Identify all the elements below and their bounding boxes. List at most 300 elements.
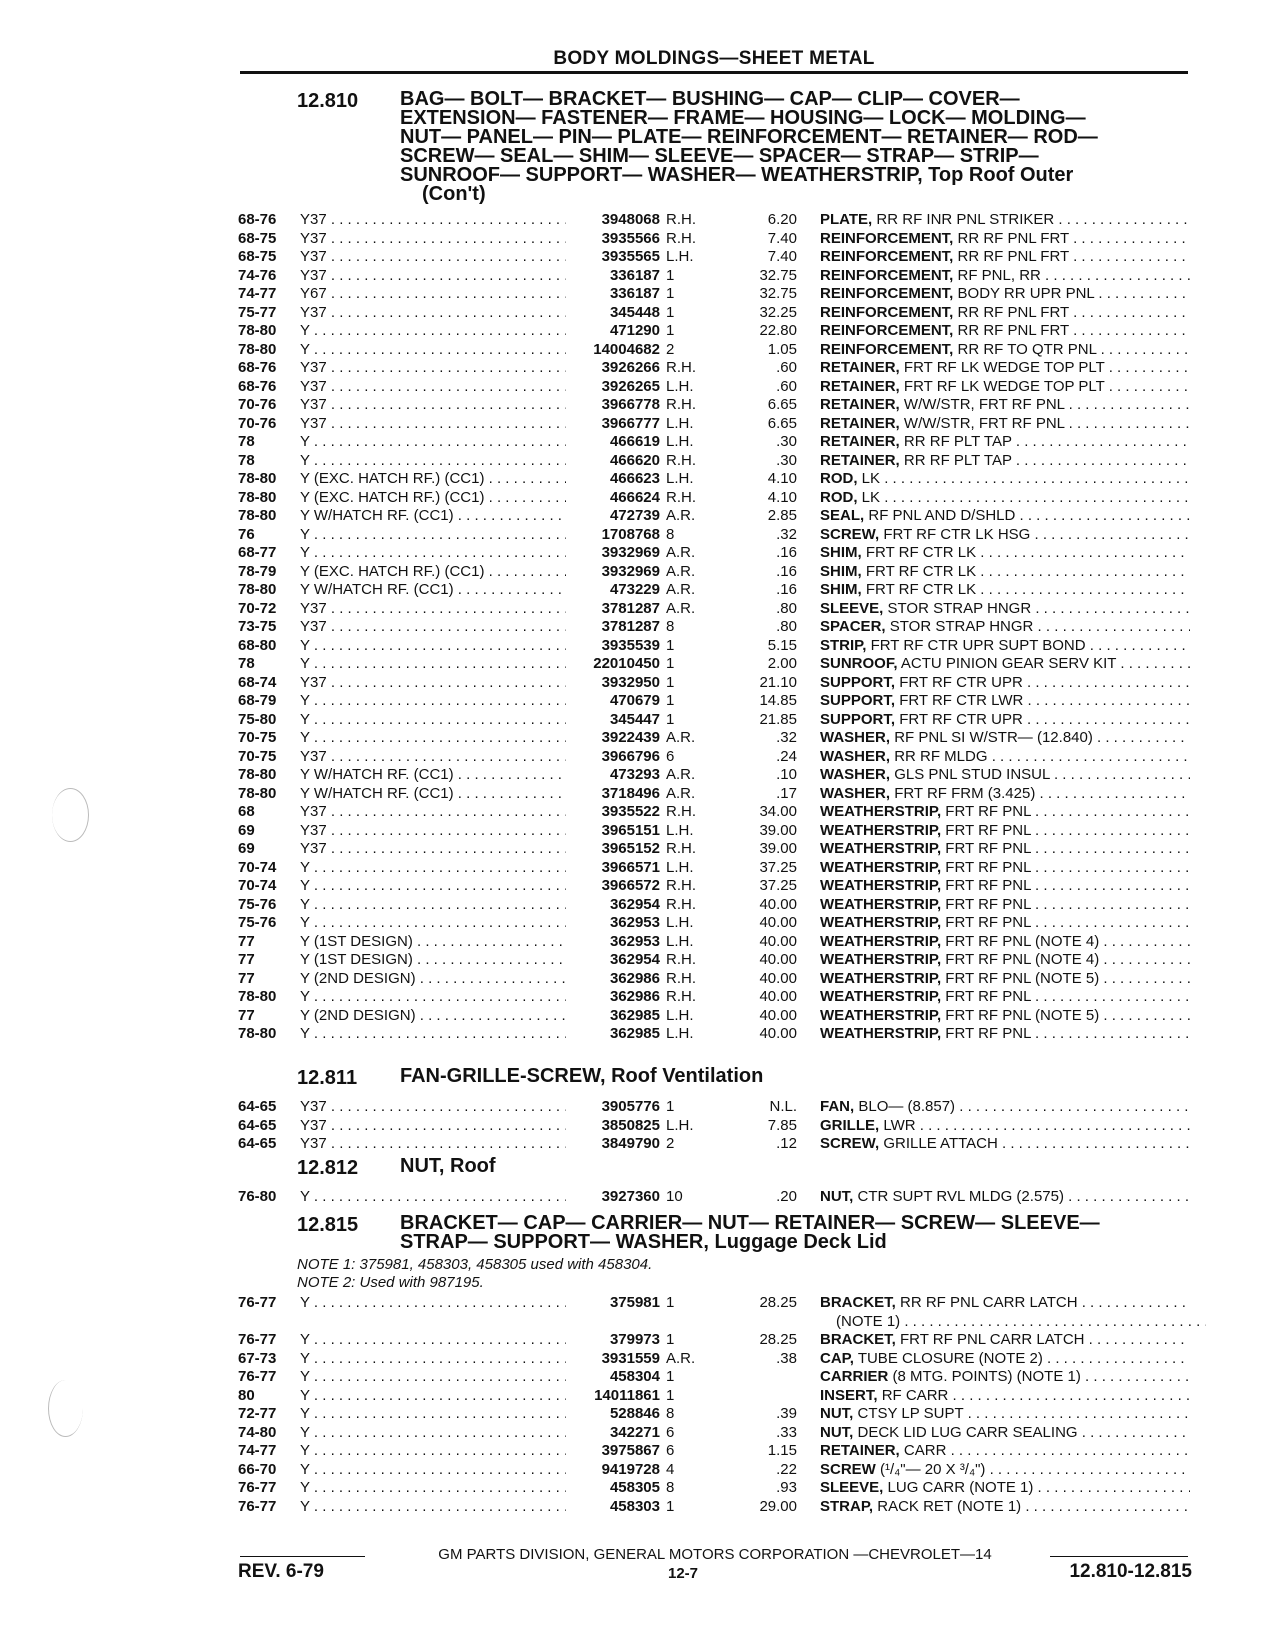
part-description: STOR STRAP HNGR — [889, 618, 1034, 635]
part-number-cell: 473229 — [609, 581, 660, 598]
part-description: FRT RF PNL (NOTE 4) — [945, 932, 1100, 950]
table-row — [0, 1025, 1280, 1044]
part-number-cell: 472739 — [609, 507, 660, 524]
model-cell: Y . . . — [300, 322, 566, 340]
part-description: STOR STRAP HNGR — [887, 599, 1032, 617]
section-title-12-811 — [400, 1067, 1190, 1086]
section-number-12-811: 12.811 — [297, 1067, 358, 1089]
model-cell: Y37 . . . — [300, 840, 566, 858]
description-cell — [820, 970, 1190, 988]
price-cell: 40.00 — [759, 969, 797, 987]
quantity-cell: 1 — [666, 322, 675, 339]
description-cell — [820, 507, 1190, 525]
description-cell — [820, 914, 1190, 932]
part-number-cell: 362954 — [609, 951, 660, 968]
table-row — [0, 933, 1280, 952]
table-row — [0, 396, 1280, 415]
year-cell: 73-75 — [238, 618, 277, 635]
part-number-cell: 9419728 — [601, 1460, 660, 1478]
model-cell: Y . . . — [300, 988, 566, 1006]
part-number-cell: 3948068 — [601, 211, 660, 228]
model-cell: Y . . . — [300, 1387, 566, 1405]
model-cell: Y . . . — [300, 711, 566, 729]
year-cell: 69 — [238, 821, 255, 839]
table-row — [0, 322, 1280, 341]
part-number-cell: 22010450 — [593, 655, 660, 672]
price-cell: .12 — [776, 1135, 797, 1152]
description-cell — [820, 359, 1190, 377]
year-cell: 78 — [238, 451, 255, 469]
description-cell — [820, 581, 1190, 599]
part-name: REINFORCEMENT, — [820, 248, 954, 265]
parts-table-12-815 — [0, 1294, 1280, 1516]
part-number-cell: 362986 — [609, 988, 660, 1005]
quantity-cell: 1 — [666, 1497, 675, 1515]
table-row — [0, 877, 1280, 896]
part-name: RETAINER, — [820, 396, 900, 413]
part-name: WEATHERSTRIP, — [820, 858, 942, 876]
part-name: REINFORCEMENT, — [820, 340, 954, 358]
table-row — [0, 692, 1280, 711]
title-line: NUT, Roof — [400, 1155, 496, 1177]
part-description: FRT RF LK WEDGE TOP PLT — [903, 359, 1105, 376]
year-cell: 78-80 — [238, 1025, 277, 1042]
table-row — [0, 470, 1280, 489]
quantity-cell: 6 — [666, 1442, 675, 1459]
quantity-cell: L.H. — [666, 1025, 694, 1042]
section-title-12-812 — [400, 1157, 1190, 1176]
year-cell: 74-77 — [238, 285, 277, 302]
year-cell: 64-65 — [238, 1116, 277, 1134]
note-2: NOTE 2: Used with 987195. — [297, 1274, 484, 1291]
description-cell — [820, 859, 1190, 877]
table-row — [0, 1424, 1280, 1443]
part-name: WEATHERSTRIP, — [820, 951, 942, 968]
part-name: NUT, — [820, 1423, 854, 1441]
part-description: RR RF PNL FRT — [957, 248, 1069, 265]
quantity-cell: L.H. — [666, 858, 694, 876]
year-cell: 68-74 — [238, 673, 277, 691]
part-description: RR RF PNL CARR LATCH — [900, 1294, 1078, 1311]
table-row — [0, 267, 1280, 286]
description-cell — [820, 415, 1190, 433]
model-cell: Y . . . — [300, 1350, 566, 1368]
part-name: WEATHERSTRIP, — [820, 895, 942, 913]
note-1: NOTE 1: 375981, 458303, 458305 used with 458304. — [297, 1256, 653, 1273]
part-number-cell: 3926265 — [601, 377, 660, 395]
model-cell: Y . . . — [300, 341, 566, 359]
title-line: SUNROOF— SUPPORT— WASHER— WEATHERSTRIP, Top Roof Outer — [400, 164, 1074, 186]
price-cell: 39.00 — [759, 821, 797, 839]
part-description: TUBE CLOSURE (NOTE 2) — [857, 1349, 1043, 1367]
description-cell — [820, 803, 1190, 821]
part-name: WEATHERSTRIP, — [820, 932, 942, 950]
table-row — [0, 1007, 1280, 1026]
quantity-cell: 10 — [666, 1188, 683, 1205]
model-cell: Y . . . — [300, 1368, 566, 1386]
year-cell: 70-75 — [238, 729, 277, 746]
description-cell — [820, 285, 1190, 303]
binder-hole-mark — [52, 788, 89, 842]
part-name: NUT, — [820, 1188, 854, 1205]
table-row — [0, 970, 1280, 989]
description-cell — [820, 988, 1190, 1006]
part-description: FRT RF CTR LK — [865, 581, 977, 598]
model-cell: Y . . . — [300, 1405, 566, 1423]
part-number-cell: 3932950 — [601, 673, 660, 691]
price-cell: 1.05 — [767, 340, 797, 358]
part-name: SUPPORT, — [820, 710, 896, 728]
part-number-cell: 3926266 — [601, 359, 660, 376]
description-cell — [820, 748, 1190, 766]
quantity-cell: R.H. — [666, 840, 696, 857]
part-number-cell: 466620 — [609, 451, 660, 469]
title-line: (Con't) — [422, 183, 486, 205]
description-cell — [820, 544, 1190, 562]
quantity-cell: R.H. — [666, 803, 696, 820]
part-number-cell: 3935522 — [601, 803, 660, 820]
model-cell: Y . . . — [300, 1188, 566, 1206]
part-number-cell: 3932969 — [601, 562, 660, 580]
description-cell — [820, 1350, 1190, 1368]
table-row — [0, 618, 1280, 637]
price-cell: .60 — [776, 359, 797, 376]
part-description: FRT RF LK WEDGE TOP PLT — [903, 377, 1105, 395]
price-cell: .60 — [776, 377, 797, 395]
quantity-cell: 1 — [666, 1368, 675, 1385]
part-number-cell: 466623 — [609, 470, 660, 487]
part-number-cell: 3965151 — [601, 821, 660, 839]
part-number-cell: 3718496 — [601, 784, 660, 802]
part-number-cell: 14004682 — [593, 340, 660, 358]
description-cell — [820, 230, 1190, 248]
price-cell: 6.20 — [767, 211, 797, 228]
model-cell: Y37 . . . — [300, 748, 566, 766]
part-number-cell: 3927360 — [601, 1188, 660, 1205]
description-cell — [820, 304, 1190, 322]
part-name: SCREW, — [820, 525, 880, 543]
part-name: INSERT, — [820, 1386, 878, 1404]
description-cell — [820, 433, 1190, 451]
year-cell: 78-79 — [238, 562, 277, 580]
year-cell: 74-76 — [238, 266, 277, 284]
part-name: SLEEVE, — [820, 1479, 884, 1496]
quantity-cell: 1 — [666, 266, 675, 284]
price-cell: .16 — [776, 562, 797, 580]
year-cell: 76-77 — [238, 1294, 277, 1311]
year-cell: 76-77 — [238, 1479, 277, 1496]
part-number-cell: 345448 — [609, 303, 660, 321]
part-name: WEATHERSTRIP, — [820, 914, 942, 931]
table-row — [0, 822, 1280, 841]
model-cell: Y . . . — [300, 859, 566, 877]
table-row — [0, 729, 1280, 748]
part-number-cell: 471290 — [609, 322, 660, 339]
price-cell: .16 — [776, 544, 797, 561]
part-description: CTR SUPT RVL MLDG (2.575) — [857, 1188, 1064, 1205]
part-description: FRT RF CTR LK HSG — [883, 525, 1031, 543]
model-cell: Y . . . — [300, 914, 566, 932]
table-row — [0, 1498, 1280, 1517]
part-number-cell: 466624 — [609, 488, 660, 506]
part-number-cell: 3931559 — [601, 1349, 660, 1367]
part-name: WASHER, — [820, 747, 891, 765]
quantity-cell: L.H. — [666, 248, 694, 265]
model-cell: Y . . . — [300, 526, 566, 544]
model-cell: Y . . . — [300, 1498, 566, 1516]
description-cell — [820, 1479, 1190, 1497]
description-cell — [820, 248, 1190, 266]
section-number-12-815: 12.815 — [297, 1214, 359, 1236]
table-row — [0, 655, 1280, 674]
part-description: GLS PNL STUD INSUL — [894, 766, 1050, 783]
model-cell: Y . . . — [300, 1461, 566, 1479]
part-name: SHIM, — [820, 581, 862, 598]
price-cell: 21.85 — [759, 710, 797, 728]
part-name: WEATHERSTRIP, — [820, 877, 942, 894]
part-number-cell: 345447 — [609, 710, 660, 728]
part-description: CARR — [903, 1442, 947, 1459]
part-name: REINFORCEMENT, — [820, 229, 954, 247]
model-cell: Y W/HATCH RF. (CC1) . . . — [300, 785, 566, 803]
part-name: RETAINER, — [820, 414, 900, 432]
description-cell — [820, 1368, 1190, 1386]
year-cell: 70-72 — [238, 599, 277, 617]
year-cell: 78-80 — [238, 507, 277, 524]
model-cell: Y . . . — [300, 1479, 566, 1497]
part-number-cell: 528846 — [609, 1405, 660, 1422]
description-cell — [820, 267, 1190, 285]
part-name: REINFORCEMENT, — [820, 303, 954, 321]
part-name: WASHER, — [820, 784, 891, 802]
description-cell — [820, 563, 1190, 581]
part-name: ROD, — [820, 470, 858, 487]
part-number-cell: 3781287 — [601, 599, 660, 617]
price-cell: 29.00 — [759, 1497, 797, 1515]
part-description: LK — [861, 470, 881, 487]
part-number-cell: 3966571 — [601, 858, 660, 876]
model-cell: Y37 . . . — [300, 1098, 566, 1116]
price-cell: .39 — [776, 1405, 797, 1422]
description-cell — [820, 341, 1190, 359]
price-cell: .30 — [776, 433, 797, 450]
price-cell: 40.00 — [759, 895, 797, 913]
description-cell — [820, 1294, 1190, 1312]
table-row — [0, 711, 1280, 730]
year-cell: 78-80 — [238, 766, 277, 783]
description-cell — [820, 1025, 1190, 1043]
model-cell: Y37 . . . — [300, 618, 566, 636]
part-name: SUPPORT, — [820, 673, 896, 691]
description-cell — [820, 600, 1190, 618]
table-row — [0, 433, 1280, 452]
table-row — [0, 896, 1280, 915]
year-cell: 78-80 — [238, 470, 277, 487]
model-cell: Y . . . — [300, 433, 566, 451]
model-cell: Y (EXC. HATCH RF.) (CC1) . . . — [300, 563, 566, 581]
table-row — [0, 581, 1280, 600]
year-cell: 78 — [238, 433, 255, 450]
description-cell — [820, 1135, 1190, 1153]
part-description: FRT RF CTR LK — [865, 544, 977, 561]
year-cell: 68-76 — [238, 211, 277, 228]
part-name: CARRIER — [820, 1368, 889, 1385]
part-description: FRT RF PNL — [945, 840, 1031, 857]
section-notes-12-815 — [297, 1256, 652, 1292]
part-description: RR RF PNL FRT — [957, 229, 1069, 247]
quantity-cell: 1 — [666, 673, 675, 691]
page-header: BODY MOLDINGS—SHEET METAL — [553, 48, 875, 69]
table-row — [0, 951, 1280, 970]
price-cell: .17 — [776, 784, 797, 802]
model-cell: Y W/HATCH RF. (CC1) . . . — [300, 507, 566, 525]
year-cell: 70-76 — [238, 414, 277, 432]
year-cell: 80 — [238, 1386, 255, 1404]
part-name: SHIM, — [820, 544, 862, 561]
price-cell: 40.00 — [759, 951, 797, 968]
year-cell: 78-80 — [238, 988, 277, 1005]
part-name: SPACER, — [820, 618, 886, 635]
quantity-cell: 2 — [666, 1135, 675, 1152]
description-cell — [836, 1313, 1206, 1331]
model-cell: Y37 . . . — [300, 267, 566, 285]
model-cell: Y . . . — [300, 1424, 566, 1442]
part-description: FRT RF PNL — [945, 877, 1031, 894]
quantity-cell: A.R. — [666, 507, 696, 524]
description-cell — [820, 1098, 1190, 1116]
model-cell: Y . . . — [300, 1294, 566, 1312]
year-cell: 69 — [238, 840, 255, 857]
quantity-cell: L.H. — [666, 470, 694, 487]
part-description: (¹/₄"— 20 X ³/₄") — [880, 1460, 986, 1478]
year-cell: 77 — [238, 932, 255, 950]
part-number-cell: 3849790 — [601, 1135, 660, 1152]
part-description: LWR — [883, 1116, 916, 1134]
footer-rule-right — [1050, 1556, 1188, 1557]
price-cell: N.L. — [769, 1098, 797, 1115]
model-cell: Y (2ND DESIGN) . . . — [300, 1007, 566, 1025]
binder-hole-mark — [48, 1380, 83, 1437]
part-description: LUG CARR (NOTE 1) — [887, 1479, 1034, 1496]
part-name: REINFORCEMENT, — [820, 266, 954, 284]
part-name: WEATHERSTRIP, — [820, 803, 942, 820]
model-cell: Y . . . — [300, 896, 566, 914]
quantity-cell: R.H. — [666, 895, 696, 913]
table-row — [0, 1331, 1280, 1350]
price-cell: 32.75 — [759, 285, 797, 302]
model-cell: Y . . . — [300, 544, 566, 562]
part-description: RR RF INR PNL STRIKER — [876, 211, 1055, 228]
part-name: RETAINER, — [820, 1442, 900, 1459]
year-cell: 68-77 — [238, 544, 277, 561]
quantity-cell: 6 — [666, 747, 675, 765]
price-cell: 1.15 — [767, 1442, 797, 1459]
year-cell: 70-76 — [238, 396, 277, 413]
quantity-cell: L.H. — [666, 932, 694, 950]
part-number-cell: 362985 — [609, 1025, 660, 1042]
quantity-cell: A.R. — [666, 599, 696, 617]
quantity-cell: A.R. — [666, 1349, 696, 1367]
part-description: FRT RF PNL — [945, 914, 1031, 931]
part-number-cell: 336187 — [609, 266, 660, 284]
part-description: RF PNL SI W/STR— (12.840) — [894, 729, 1093, 746]
price-cell: 40.00 — [759, 932, 797, 950]
part-name: NUT, — [820, 1405, 854, 1422]
year-cell: 78-80 — [238, 488, 277, 506]
parts-table-12-812 — [0, 1188, 1280, 1207]
description-cell — [820, 396, 1190, 414]
section-number-12-810: 12.810 — [297, 90, 359, 112]
part-name: SEAL, — [820, 507, 865, 524]
table-row — [0, 563, 1280, 582]
part-number-cell: 466619 — [609, 433, 660, 450]
year-cell: 68 — [238, 803, 255, 820]
part-description: FRT RF PNL (NOTE 5) — [945, 969, 1100, 987]
quantity-cell: R.H. — [666, 359, 696, 376]
model-cell: Y37 . . . — [300, 396, 566, 414]
price-cell: 7.40 — [767, 248, 797, 265]
part-name: STRAP, — [820, 1497, 874, 1515]
description-cell — [820, 711, 1190, 729]
year-cell: 78-80 — [238, 784, 277, 802]
year-cell: 75-77 — [238, 303, 277, 321]
quantity-cell: L.H. — [666, 914, 694, 931]
model-cell: Y37 . . . — [300, 248, 566, 266]
part-name: CAP, — [820, 1349, 854, 1367]
table-row — [0, 1442, 1280, 1461]
quantity-cell: 1 — [666, 303, 675, 321]
table-row — [0, 341, 1280, 360]
parts-table-12-811 — [0, 1098, 1280, 1154]
quantity-cell: 8 — [666, 1479, 675, 1496]
parts-table-12-810 — [0, 211, 1280, 1044]
quantity-cell: 1 — [666, 710, 675, 728]
part-number-cell: 458304 — [609, 1368, 660, 1385]
model-cell: Y . . . — [300, 877, 566, 895]
description-cell — [820, 1331, 1190, 1349]
footer-division: GM PARTS DIVISION, GENERAL MOTORS CORPORATION —CHEVROLET—14 — [438, 1546, 992, 1563]
part-description: FRT RF PNL — [945, 803, 1031, 820]
description-cell — [820, 1461, 1190, 1479]
table-row — [0, 1294, 1280, 1313]
quantity-cell: 2 — [666, 340, 675, 358]
year-cell: 76-77 — [238, 1331, 277, 1348]
year-cell: 76-77 — [238, 1497, 277, 1515]
part-number-cell: 375981 — [609, 1294, 660, 1311]
table-row — [0, 1387, 1280, 1406]
title-line: BAG— BOLT— BRACKET— BUSHING— CAP— CLIP— COVER— — [400, 88, 1020, 110]
quantity-cell: A.R. — [666, 562, 696, 580]
description-cell — [820, 489, 1190, 507]
price-cell: 40.00 — [759, 988, 797, 1005]
model-cell: Y (2ND DESIGN) . . . — [300, 970, 566, 988]
model-cell: Y37 . . . — [300, 230, 566, 248]
model-cell: Y . . . — [300, 1331, 566, 1349]
model-cell: Y37 . . . — [300, 803, 566, 821]
table-row — [0, 304, 1280, 323]
part-name: WEATHERSTRIP, — [820, 1025, 942, 1042]
year-cell: 70-74 — [238, 858, 277, 876]
table-row — [0, 1188, 1280, 1207]
table-row — [0, 211, 1280, 230]
quantity-cell: L.H. — [666, 821, 694, 839]
part-number-cell: 3935566 — [601, 229, 660, 247]
table-row — [0, 1479, 1280, 1498]
model-cell: Y . . . — [300, 1442, 566, 1460]
price-cell: 2.85 — [767, 507, 797, 524]
table-row — [0, 914, 1280, 933]
description-cell — [820, 655, 1190, 673]
